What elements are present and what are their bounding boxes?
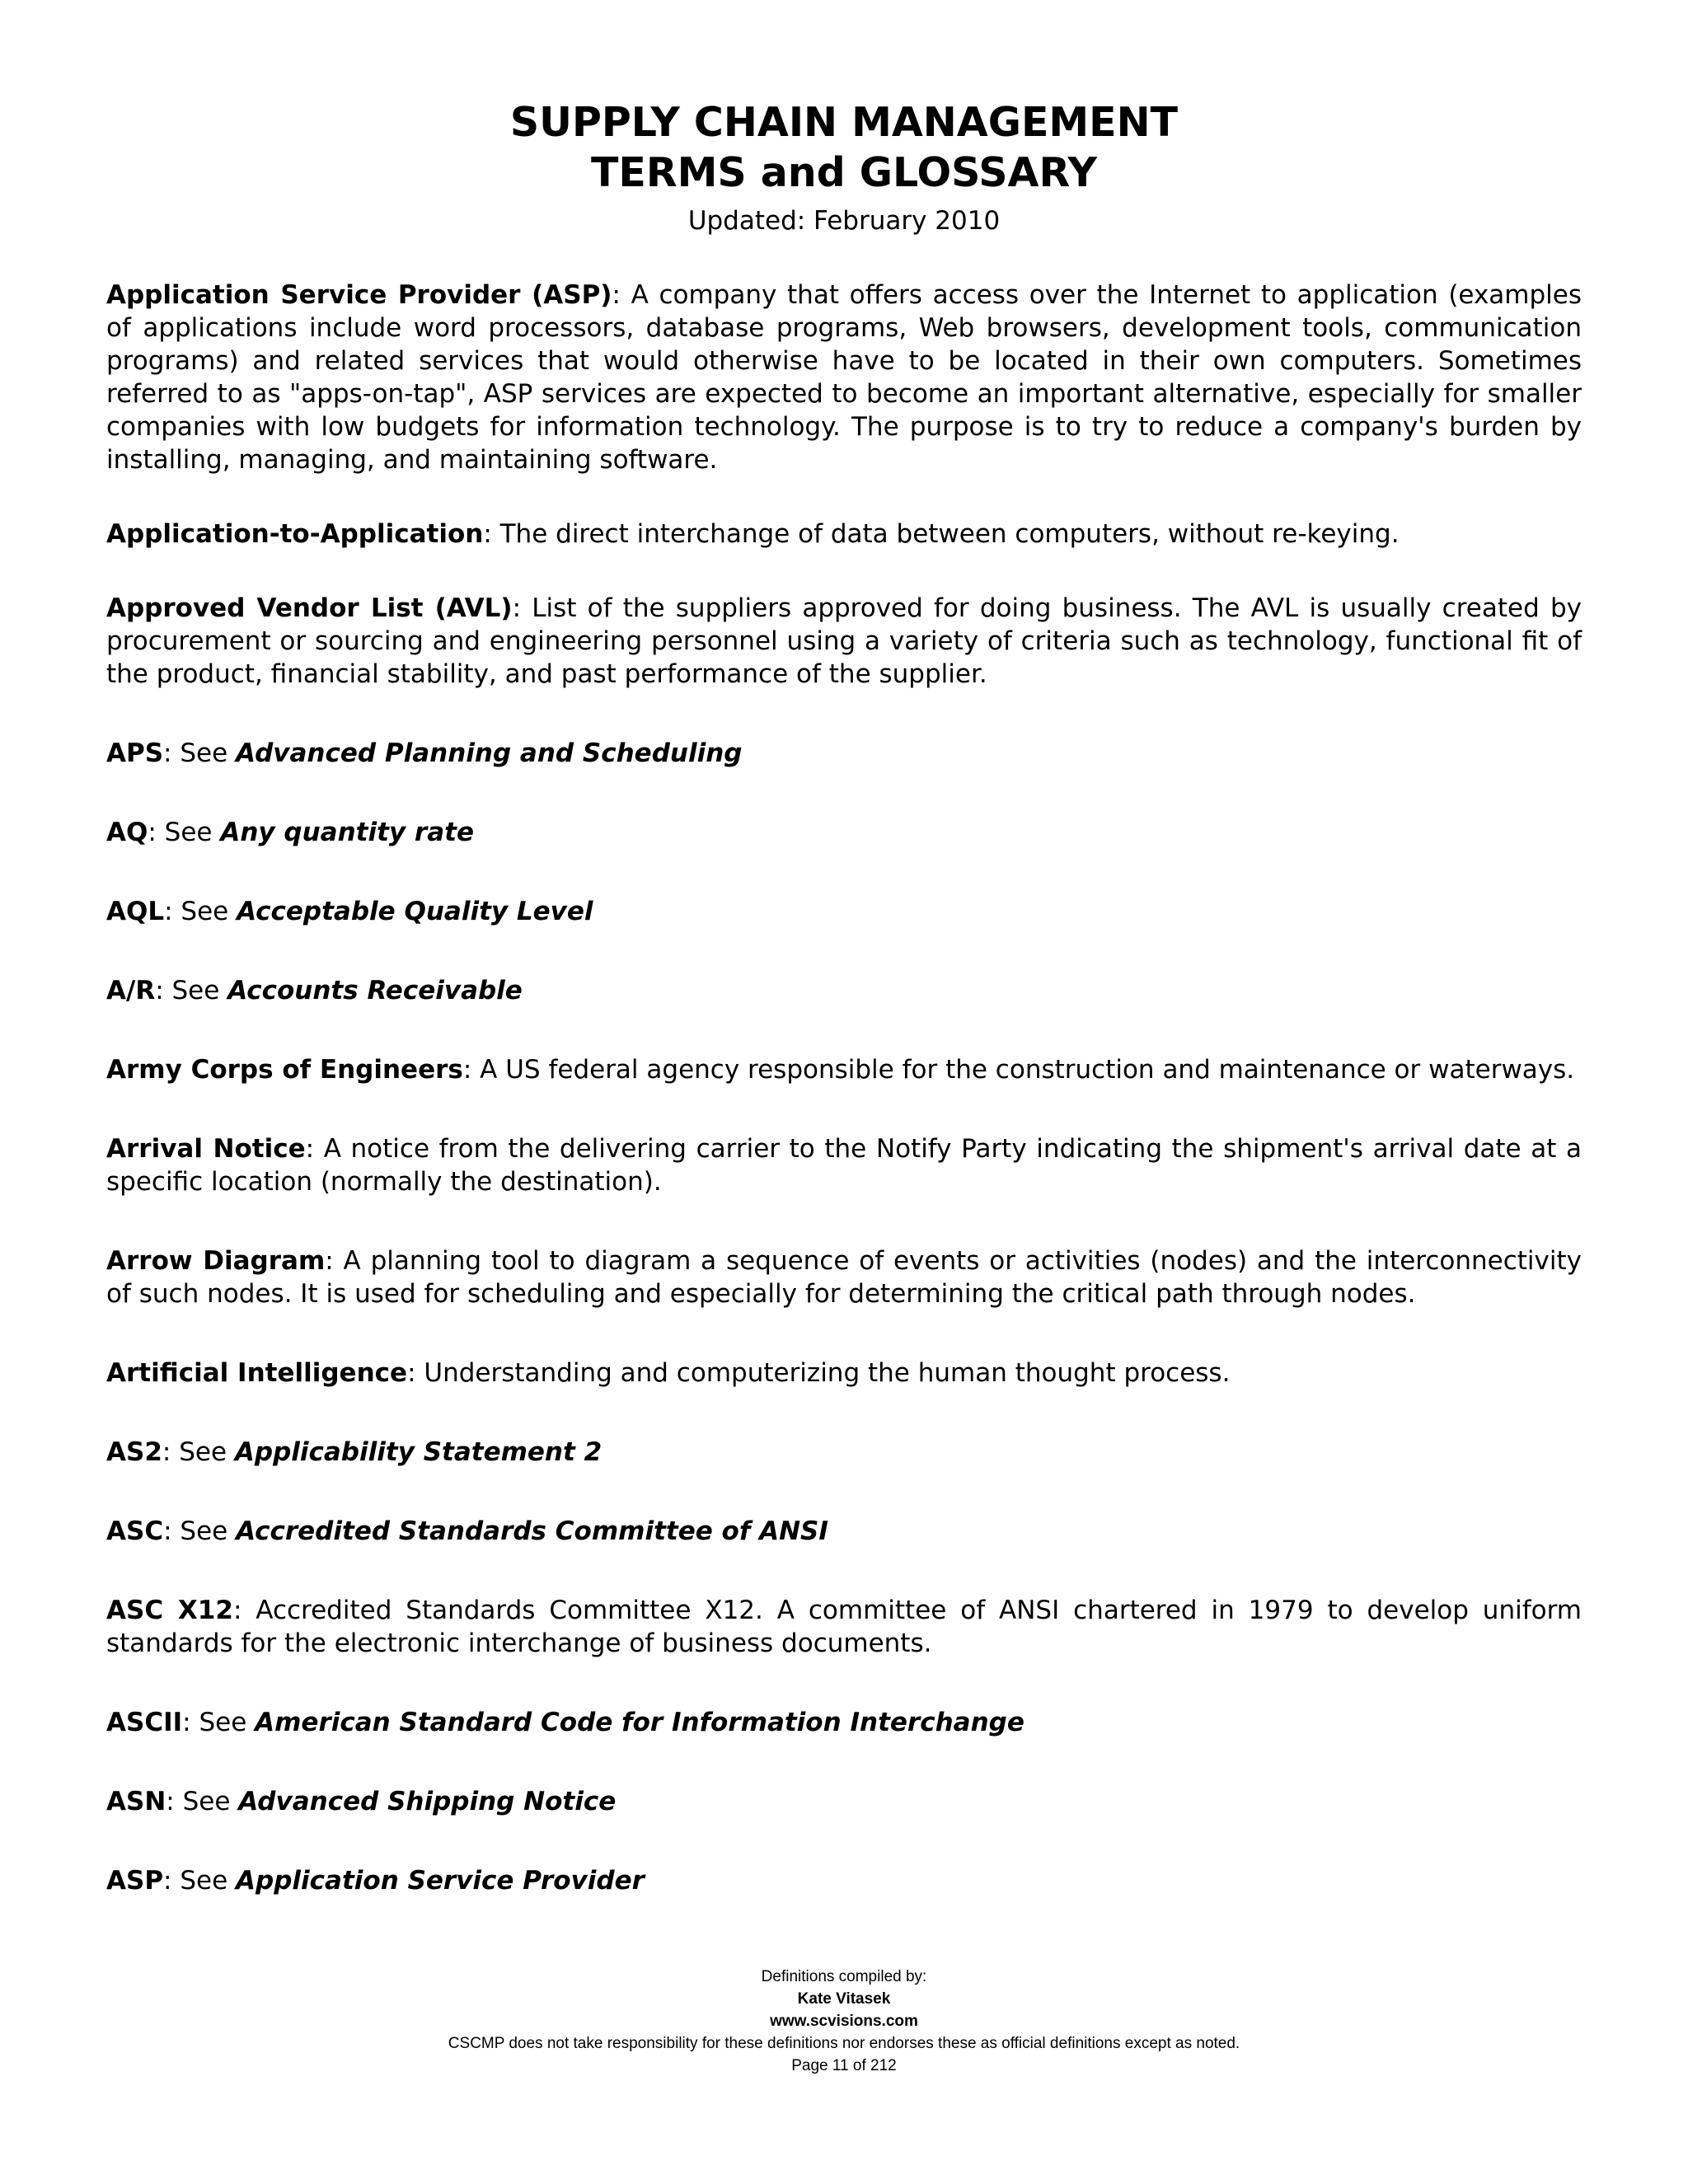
glossary-entry [106, 1436, 1582, 1469]
page-header [0, 97, 1688, 241]
glossary-entry [106, 974, 1582, 1007]
entry-term: Artificial Intelligence [106, 1358, 408, 1388]
entry-separator: : [483, 519, 500, 549]
footer-author: Kate Vitasek [797, 1990, 891, 2008]
entry-definition: See [181, 897, 237, 926]
entry-separator: : [163, 1516, 181, 1546]
entry-term: ASC X12 [106, 1596, 233, 1625]
entry-separator: : [164, 897, 181, 926]
entry-definition: Understanding and computerizing the human thought process. [424, 1358, 1231, 1388]
glossary-entry [106, 592, 1582, 691]
entry-term: AQL [106, 897, 165, 926]
entry-definition: List of the suppliers approved for doing business. The AVL is usually created by procurement or sourcing and engineering personnel using a variety of criteria such as technology, functional fit of the product, financial stability, and past performance of the supplier. [106, 593, 1582, 689]
entry-term: Arrow Diagram [106, 1246, 326, 1276]
glossary-entry [106, 816, 1582, 849]
entry-separator: : [612, 280, 631, 310]
entry-separator: : [512, 593, 532, 623]
entry-definition: See [164, 818, 221, 847]
glossary-entry [106, 279, 1582, 476]
glossary-entry [106, 1594, 1582, 1660]
entry-cross-reference: Any quantity rate [220, 818, 474, 847]
glossary-entry [106, 1515, 1582, 1548]
entry-definition: See [199, 1708, 256, 1737]
footer-disclaimer: CSCMP does not take responsibility for these definitions nor endorses these as official definitions except as noted. [448, 2035, 1240, 2052]
entry-cross-reference: Advanced Planning and Scheduling [236, 738, 743, 768]
entry-definition: A company that offers access over the Internet to application (examples of applications include word processors, database programs, Web browsers, development tools, communication programs) and related services that would otherwise have to be located in their own computers. Sometimes referred to as "apps-on-tap", ASP services are expected to become an important alternative, especially for smaller companies with low budgets for information technology. The purpose is to try to reduce a company's burden by installing, managing, and maintaining software. [106, 280, 1582, 475]
entry-separator: : [162, 1437, 180, 1467]
entry-definition: A planning tool to diagram a sequence of events or activities (nodes) and the interconnectivity of such nodes. It is used for scheduling and especially for determining the critical path through nodes. [106, 1246, 1582, 1309]
entry-definition: The direct interchange of data between computers, without re-keying. [499, 519, 1400, 549]
entry-separator: : [163, 738, 181, 768]
entry-definition: A notice from the delivering carrier to the Notify Party indicating the shipment's arrival date at a specific location (normally the destination). [106, 1134, 1582, 1197]
entry-separator: : [163, 1866, 181, 1896]
entry-term: ASCII [106, 1708, 183, 1737]
entry-term: AS2 [106, 1437, 162, 1467]
entry-cross-reference: Advanced Shipping Notice [238, 1787, 617, 1816]
entry-definition: See [180, 1516, 237, 1546]
entry-definition: See [171, 976, 228, 1005]
glossary-entry [106, 737, 1582, 770]
glossary-entries [106, 279, 1582, 1943]
updated-date: Updated: February 2010 [687, 206, 1001, 236]
entry-cross-reference: Accounts Receivable [227, 976, 523, 1005]
entry-term: Application-to-Application [106, 519, 484, 549]
entry-separator: : [148, 818, 165, 847]
page-title-line-1: SUPPLY CHAIN MANAGEMENT [509, 99, 1179, 146]
footer-website: www.scvisions.com [770, 2013, 918, 2030]
entry-separator: : [166, 1787, 183, 1816]
entry-term: ASP [106, 1866, 164, 1896]
entry-term: Approved Vendor List (AVL) [106, 593, 513, 623]
footer-page-number: Page 11 of 212 [791, 2057, 897, 2074]
glossary-entry [106, 895, 1582, 928]
entry-definition: A US federal agency responsible for the construction and maintenance or waterways. [480, 1055, 1575, 1085]
glossary-entry [106, 1244, 1582, 1310]
entry-term: A/R [106, 976, 156, 1005]
glossary-entry [106, 1053, 1582, 1086]
entry-definition: See [182, 1787, 239, 1816]
entry-separator: : [305, 1134, 324, 1164]
entry-term: ASN [106, 1787, 166, 1816]
page-title-line-2: TERMS and GLOSSARY [590, 149, 1097, 196]
glossary-entry [106, 1785, 1582, 1818]
entry-cross-reference: Acceptable Quality Level [237, 897, 593, 926]
entry-separator: : [232, 1596, 256, 1625]
entry-term: APS [106, 738, 164, 768]
footer-compiled-by: Definitions compiled by: [761, 1968, 927, 1985]
entry-definition: See [179, 1437, 235, 1467]
entry-separator: : [182, 1708, 199, 1737]
glossary-entry [106, 1864, 1582, 1897]
entry-term: Arrival Notice [106, 1134, 306, 1164]
glossary-entry [106, 1706, 1582, 1739]
entry-cross-reference: American Standard Code for Information Interchange [255, 1708, 1025, 1737]
entry-term: Application Service Provider (ASP) [106, 280, 612, 310]
entry-cross-reference: Application Service Provider [236, 1866, 645, 1896]
entry-definition: Accredited Standards Committee X12. A committee of ANSI chartered in 1979 to develop uniform standards for the electronic interchange of business documents. [106, 1596, 1582, 1658]
entry-cross-reference: Accredited Standards Committee of ANSI [236, 1516, 828, 1546]
entry-definition: See [180, 738, 237, 768]
entry-term: AQ [106, 818, 148, 847]
entry-separator: : [462, 1055, 481, 1085]
glossary-entry [106, 1357, 1582, 1390]
entry-separator: : [407, 1358, 424, 1388]
entry-cross-reference: Applicability Statement 2 [234, 1437, 603, 1467]
entry-separator: : [155, 976, 172, 1005]
entry-term: ASC [106, 1516, 164, 1546]
entry-definition: See [180, 1866, 237, 1896]
entry-term: Army Corps of Engineers [106, 1055, 463, 1085]
glossary-entry [106, 1132, 1582, 1198]
page-footer [0, 1966, 1688, 2077]
entry-separator: : [325, 1246, 344, 1276]
glossary-entry [106, 518, 1582, 551]
